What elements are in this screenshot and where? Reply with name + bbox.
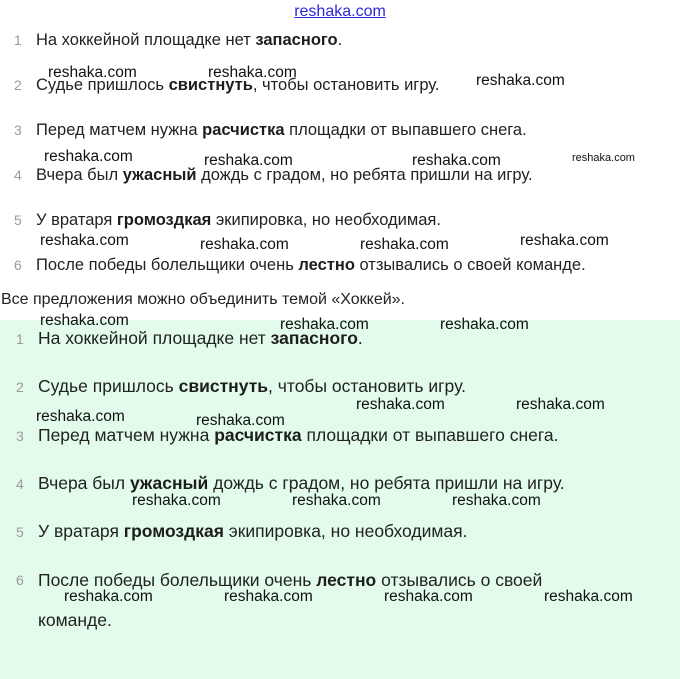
sentence-text: После победы болельщики очень лестно отзывались о своей команде.	[38, 570, 543, 630]
highlighted-word: расчистка	[214, 425, 302, 445]
sentence-text: У вратаря громоздкая экипировка, но необходимая.	[38, 521, 468, 541]
watermark: reshaka.com	[200, 236, 289, 253]
watermark: reshaka.com	[40, 312, 129, 329]
watermark: reshaka.com	[196, 412, 285, 429]
highlighted-word: лестно	[298, 256, 355, 274]
watermark: reshaka.com	[452, 492, 541, 509]
sentence-item	[16, 473, 565, 494]
sentence-number: 6	[16, 572, 24, 588]
sentence-text: У вратаря громоздкая экипировка, но необходимая.	[36, 211, 441, 229]
sentence-number: 4	[14, 167, 22, 183]
watermark: reshaka.com	[412, 152, 501, 169]
watermark: reshaka.com	[204, 152, 293, 169]
sentence-number: 1	[16, 331, 24, 347]
highlighted-word: лестно	[316, 570, 377, 590]
watermark: reshaka.com	[280, 316, 369, 333]
highlighted-word: ужасный	[129, 473, 209, 493]
site-link[interactable]: reshaka.com	[294, 3, 386, 20]
sentence-text: Перед матчем нужна расчистка площадки от выпавшего снега.	[38, 425, 559, 445]
watermark: reshaka.com	[360, 236, 449, 253]
watermark: reshaka.com	[520, 232, 609, 249]
watermark: reshaka.com	[476, 72, 565, 89]
sentence-number: 4	[16, 476, 24, 492]
watermark: reshaka.com	[440, 316, 529, 333]
watermark: reshaka.com	[224, 588, 313, 605]
sentence-item	[14, 211, 441, 230]
sentence-item	[14, 31, 342, 50]
watermark: reshaka.com	[132, 492, 221, 509]
sentence-item	[16, 425, 558, 446]
sentence-text: Вчера был ужасный дождь с градом, но ребята пришли на игру.	[36, 166, 533, 184]
watermark: reshaka.com	[36, 408, 125, 425]
watermark: reshaka.com	[44, 148, 133, 165]
sentence-number: 2	[14, 77, 22, 93]
sentence-number: 1	[14, 32, 22, 48]
watermark: reshaka.com	[516, 396, 605, 413]
watermark: reshaka.com	[208, 64, 297, 81]
sentence-number: 5	[14, 212, 22, 228]
sentence-text: После победы болельщики очень лестно отзывались о своей команде.	[36, 256, 586, 274]
sentence-item	[14, 256, 586, 275]
highlighted-word: громоздкая	[116, 211, 212, 229]
sentence-number: 6	[14, 257, 22, 273]
highlighted-word: громоздкая	[123, 521, 224, 541]
watermark: reshaka.com	[292, 492, 381, 509]
watermark: reshaka.com	[356, 396, 445, 413]
sentence-text: Судье пришлось свистнуть, чтобы остановить игру.	[36, 76, 440, 94]
sentence-text: Судье пришлось свистнуть, чтобы остановить игру.	[38, 376, 466, 396]
summary-text: Все предложения можно объединить темой «Хоккей».	[1, 291, 405, 308]
sentence-number: 3	[16, 428, 24, 444]
sentence-text: На хоккейной площадке нет запасного.	[36, 31, 343, 49]
watermark: reshaka.com	[544, 588, 633, 605]
sentence-item	[16, 521, 467, 542]
sentence-number: 5	[16, 524, 24, 540]
sentence-text: Вчера был ужасный дождь с градом, но ребята пришли на игру.	[38, 473, 565, 493]
watermark: reshaka.com	[48, 64, 137, 81]
highlighted-word: запасного	[270, 328, 358, 348]
sentence-number: 2	[16, 379, 24, 395]
sentence-item	[14, 121, 527, 140]
watermark: reshaka.com	[384, 588, 473, 605]
highlighted-word: свистнуть	[178, 376, 269, 396]
watermark: reshaka.com	[64, 588, 153, 605]
highlighted-word: расчистка	[202, 121, 285, 139]
sentence-item	[16, 376, 466, 397]
highlighted-word: запасного	[255, 31, 338, 49]
sentence-number: 3	[14, 122, 22, 138]
watermark: reshaka.com	[40, 232, 129, 249]
highlighted-word: свистнуть	[168, 76, 253, 94]
sentence-text: На хоккейной площадке нет запасного.	[38, 328, 363, 348]
watermark: reshaka.com	[572, 152, 635, 164]
sentence-text: Перед матчем нужна расчистка площадки от выпавшего снега.	[36, 121, 527, 139]
highlighted-word: ужасный	[122, 166, 197, 184]
